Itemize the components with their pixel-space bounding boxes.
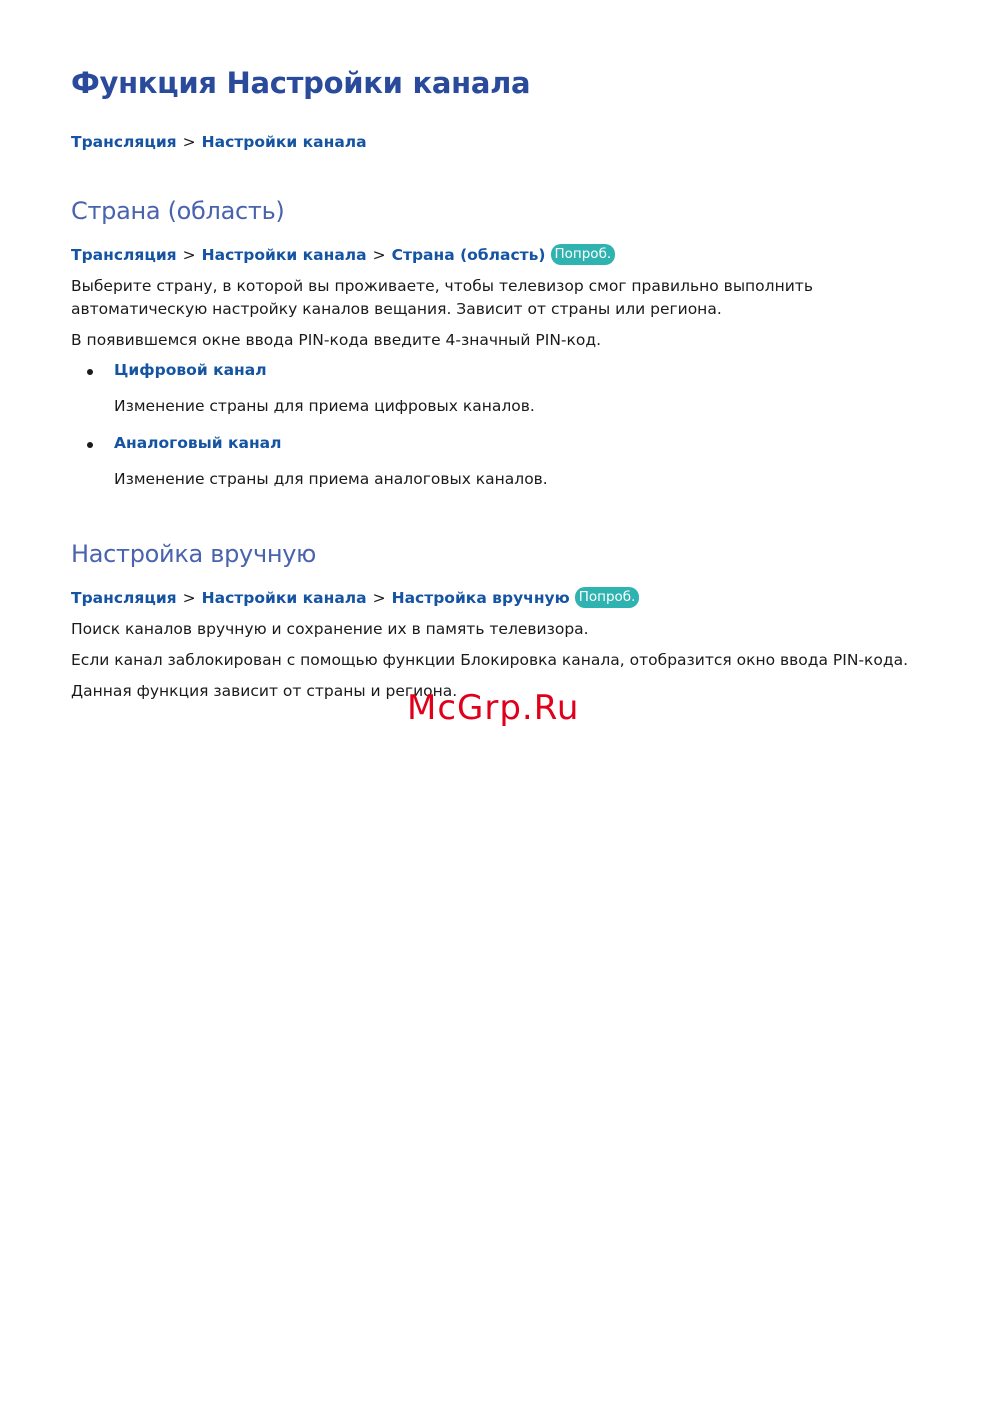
breadcrumb-link-channel-settings[interactable]: Настройки канала xyxy=(201,245,367,264)
try-now-button[interactable]: Попроб. xyxy=(551,244,616,265)
breadcrumb-link-channel-settings[interactable]: Настройки канала xyxy=(201,588,367,607)
breadcrumb-manual xyxy=(71,587,639,608)
manual-lock-note: Если канал заблокирован с помощью функции Блокировка канала, отобразится окно ввода PIN-кода. xyxy=(71,651,909,669)
breadcrumb-country xyxy=(71,244,615,265)
bullet-title-analog[interactable]: Аналоговый канал xyxy=(114,434,282,452)
bullet-dot xyxy=(87,369,93,375)
manual-region-note: Данная функция зависит от страны и региона. xyxy=(71,682,458,700)
breadcrumb-link-broadcast[interactable]: Трансляция xyxy=(71,245,177,264)
page-title: Функция Настройки канала xyxy=(71,66,531,100)
watermark: McGrp.Ru xyxy=(407,688,580,728)
bullet-desc-analog: Изменение страны для приема аналоговых каналов. xyxy=(114,470,548,488)
breadcrumb xyxy=(71,133,367,151)
bullet-desc-digital: Изменение страны для приема цифровых каналов. xyxy=(114,397,535,415)
breadcrumb-separator: > xyxy=(182,245,196,264)
breadcrumb-link-manual[interactable]: Настройка вручную xyxy=(391,588,570,607)
country-description: Выберите страну, в которой вы проживаете, чтобы телевизор смог правильно выполнить автоматическую настройку каналов вещания. Зависит от страны или региона. xyxy=(71,277,813,318)
breadcrumb-separator: > xyxy=(182,133,196,151)
breadcrumb-separator: > xyxy=(372,588,386,607)
breadcrumb-separator: > xyxy=(182,588,196,607)
country-pin-note: В появившемся окне ввода PIN-кода введите 4-значный PIN-код. xyxy=(71,331,602,349)
section-heading-manual: Настройка вручную xyxy=(71,540,317,568)
breadcrumb-link-broadcast[interactable]: Трансляция xyxy=(71,133,177,151)
try-now-button[interactable]: Попроб. xyxy=(575,587,640,608)
breadcrumb-link-channel-settings[interactable]: Настройки канала xyxy=(201,133,367,151)
bullet-title-digital[interactable]: Цифровой канал xyxy=(114,361,267,379)
breadcrumb-link-country[interactable]: Страна (область) xyxy=(391,245,546,264)
breadcrumb-link-broadcast[interactable]: Трансляция xyxy=(71,588,177,607)
manual-description: Поиск каналов вручную и сохранение их в память телевизора. xyxy=(71,620,589,638)
bullet-dot xyxy=(87,442,93,448)
section-heading-country: Страна (область) xyxy=(71,197,285,225)
breadcrumb-separator: > xyxy=(372,245,386,264)
